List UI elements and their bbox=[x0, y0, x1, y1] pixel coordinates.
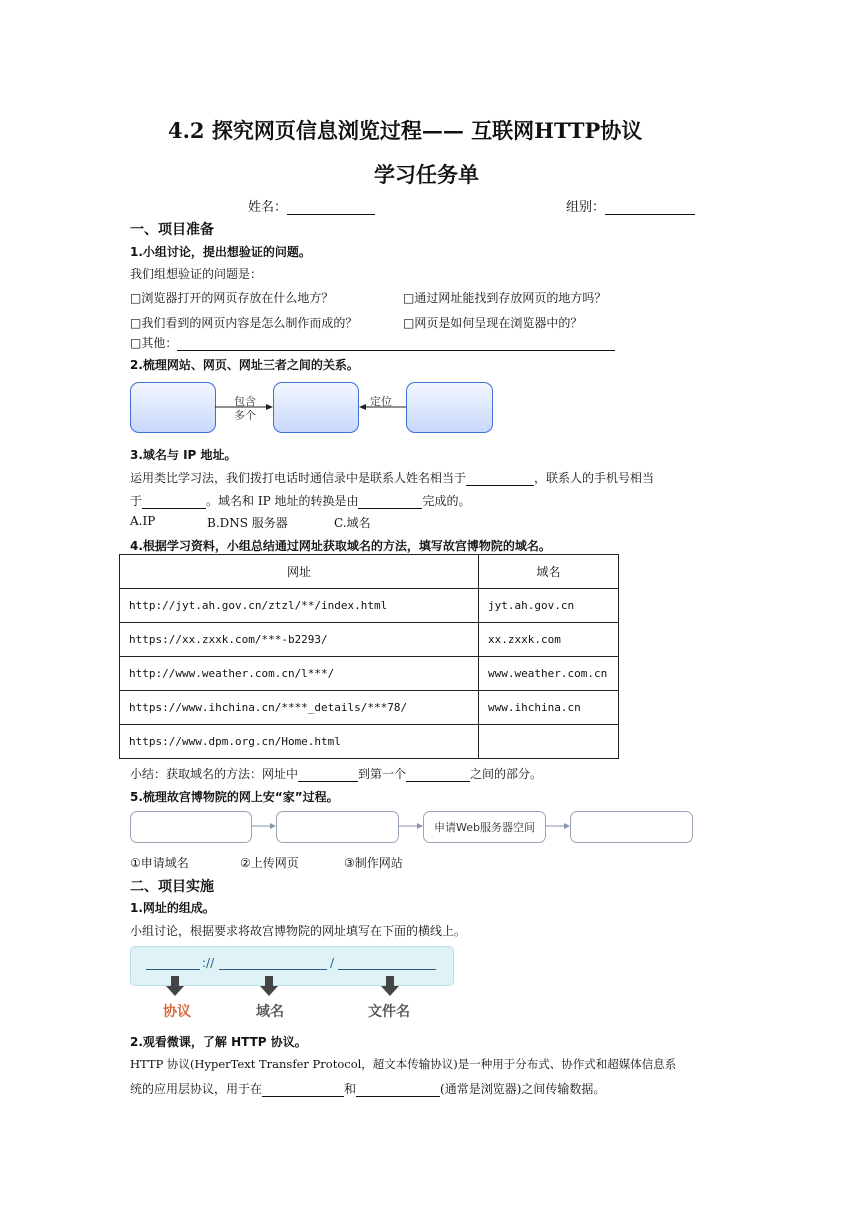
down-arrow-icon bbox=[386, 976, 394, 986]
domain-cell: jyt.ah.gov.cn bbox=[479, 589, 619, 623]
s2-q2-line2-b: 和 bbox=[344, 1082, 357, 1096]
q1-option-2[interactable]: □通过网址能找到存放网页的地方吗？ bbox=[403, 291, 607, 305]
locate-arrow-head bbox=[359, 404, 366, 410]
process-box-web-space: 申请Web服务器空间 bbox=[423, 811, 546, 843]
name-label: 姓名： bbox=[248, 200, 288, 215]
process-arrowhead-3 bbox=[564, 823, 570, 829]
q3-line2-b: 。域名和 IP 地址的转换是由 bbox=[206, 494, 359, 508]
q5-option-1: ①申请域名 bbox=[130, 856, 189, 870]
down-arrow-icon bbox=[171, 976, 179, 986]
q4-summary-c: 之间的部分。 bbox=[470, 767, 543, 781]
url-cell: https://www.ihchina.cn/****_details/***78/ bbox=[120, 691, 479, 725]
group-label: 组别： bbox=[566, 200, 606, 215]
q3-heading: 3.域名与 IP 地址。 bbox=[130, 448, 237, 462]
col-url-header: 网址 bbox=[120, 555, 479, 589]
section1-heading: 一、项目准备 bbox=[130, 222, 214, 238]
table-row bbox=[120, 623, 619, 657]
down-arrow-icon bbox=[166, 986, 184, 996]
q1-option-other-label: □其他： bbox=[130, 336, 178, 350]
q3-choice-b: B.DNS 服务器 bbox=[207, 516, 288, 530]
table-row bbox=[120, 657, 619, 691]
q4-summary-a: 小结：获取域名的方法：网址中 bbox=[130, 767, 299, 781]
q1-option-1[interactable]: □浏览器打开的网页存放在什么地方？ bbox=[130, 291, 334, 305]
q5-option-3: ③制作网站 bbox=[344, 856, 403, 870]
table-header-row bbox=[120, 555, 619, 589]
domain-answer-cell[interactable] bbox=[479, 725, 619, 759]
down-arrow-icon bbox=[381, 986, 399, 996]
url-separator-2: / bbox=[330, 956, 335, 970]
domain-blank[interactable] bbox=[219, 969, 327, 970]
s2-q1-text: 小组讨论，根据要求将故宫博物院的网址填写在下面的横线上。 bbox=[130, 924, 467, 938]
protocol-blank[interactable] bbox=[146, 969, 200, 970]
s2-q2-line2 bbox=[130, 1080, 605, 1097]
doc-title: 4.2 探究网页信息浏览过程—— 互联网HTTP协议 bbox=[168, 118, 643, 143]
domain-cell: www.ihchina.cn bbox=[479, 691, 619, 725]
s2-q2-line1: HTTP 协议(HyperText Transfer Protocol，超文本传输协议)是一种用于分布式、协作式和超媒体信息系 bbox=[130, 1057, 677, 1071]
locate-label: 定位 bbox=[370, 395, 392, 408]
name-field[interactable] bbox=[248, 196, 375, 215]
domain-cell: xx.zxxk.com bbox=[479, 623, 619, 657]
s2-q1-heading: 1.网址的组成。 bbox=[130, 901, 215, 915]
url-box[interactable] bbox=[406, 382, 493, 433]
url-part-arrows bbox=[164, 976, 404, 998]
q4-summary-b: 到第一个 bbox=[358, 767, 407, 781]
q3-line2 bbox=[130, 492, 470, 509]
name-blank[interactable] bbox=[287, 201, 375, 215]
q4-summary bbox=[130, 765, 542, 782]
other-blank[interactable] bbox=[177, 337, 615, 351]
label-filename: 文件名 bbox=[368, 1004, 410, 1020]
url-cell: http://jyt.ah.gov.cn/ztzl/**/index.html bbox=[120, 589, 479, 623]
website-box[interactable] bbox=[130, 382, 216, 433]
table-row bbox=[120, 725, 619, 759]
q4-blank-2[interactable] bbox=[406, 768, 470, 782]
domain-cell: www.weather.com.cn bbox=[479, 657, 619, 691]
s2-q2-heading: 2.观看微课，了解 HTTP 协议。 bbox=[130, 1035, 307, 1049]
table-row bbox=[120, 589, 619, 623]
q3-line2-c: 完成的。 bbox=[422, 494, 471, 508]
process-box-4[interactable] bbox=[570, 811, 693, 843]
q3-line1 bbox=[130, 469, 654, 486]
s2-q2-blank-1[interactable] bbox=[262, 1083, 344, 1097]
down-arrow-icon bbox=[260, 986, 278, 996]
q3-blank-2[interactable] bbox=[142, 495, 206, 509]
s2-q2-line2-c: (通常是浏览器)之间传输数据。 bbox=[440, 1082, 606, 1096]
col-domain-header: 域名 bbox=[479, 555, 619, 589]
label-domain: 域名 bbox=[256, 1004, 284, 1020]
q3-choice-c: C.域名 bbox=[334, 516, 371, 530]
q1-option-other[interactable] bbox=[130, 334, 615, 351]
process-arrows bbox=[250, 819, 580, 833]
contains-label-2: 多个 bbox=[234, 409, 256, 422]
q1-option-4[interactable]: □网页是如何呈现在浏览器中的？ bbox=[403, 316, 583, 330]
contains-arrow-head bbox=[266, 404, 273, 410]
process-arrowhead-2 bbox=[417, 823, 423, 829]
url-cell: https://www.dpm.org.cn/Home.html bbox=[120, 725, 479, 759]
q3-choice-a: A.IP bbox=[130, 514, 156, 528]
down-arrow-icon bbox=[265, 976, 273, 986]
table-row bbox=[120, 691, 619, 725]
q3-blank-3[interactable] bbox=[358, 495, 422, 509]
q3-line2-a: 于 bbox=[130, 494, 143, 508]
q5-heading: 5.梳理故宫博物院的网上安“家”过程。 bbox=[130, 790, 339, 804]
process-box-1[interactable] bbox=[130, 811, 252, 843]
q1-heading: 1.小组讨论，提出想验证的问题。 bbox=[130, 245, 311, 259]
q5-option-2: ②上传网页 bbox=[240, 856, 299, 870]
q3-line1-b: ，联系人的手机号相当 bbox=[534, 471, 655, 485]
q4-blank-1[interactable] bbox=[298, 768, 358, 782]
s2-q2-blank-2[interactable] bbox=[356, 1083, 440, 1097]
q1-option-3[interactable]: □我们看到的网页内容是怎么制作而成的？ bbox=[130, 316, 358, 330]
url-cell: https://xx.zxxk.com/***-b2293/ bbox=[120, 623, 479, 657]
section2-heading: 二、项目实施 bbox=[130, 879, 214, 895]
group-blank[interactable] bbox=[605, 201, 695, 215]
q4-heading: 4.根据学习资料，小组总结通过网址获取域名的方法，填写故宫博物院的域名。 bbox=[130, 539, 551, 553]
contains-label-1: 包含 bbox=[234, 395, 256, 408]
q3-line1-a: 运用类比学习法，我们拨打电话时通信录中是联系人姓名相当于 bbox=[130, 471, 467, 485]
url-cell: http://www.weather.com.cn/l***/ bbox=[120, 657, 479, 691]
doc-subtitle: 学习任务单 bbox=[374, 162, 479, 187]
group-field[interactable] bbox=[566, 196, 695, 215]
url-domain-table bbox=[119, 554, 619, 759]
process-arrowhead-1 bbox=[270, 823, 276, 829]
q3-blank-1[interactable] bbox=[466, 472, 534, 486]
q2-heading: 2.梳理网站、网页、网址三者之间的关系。 bbox=[130, 358, 359, 372]
s2-q2-line2-a: 统的应用层协议，用于在 bbox=[130, 1082, 263, 1096]
label-protocol: 协议 bbox=[163, 1004, 191, 1020]
q1-intro: 我们组想验证的问题是： bbox=[130, 267, 263, 281]
url-separator-1: :// bbox=[202, 956, 215, 970]
filename-blank[interactable] bbox=[338, 969, 436, 970]
